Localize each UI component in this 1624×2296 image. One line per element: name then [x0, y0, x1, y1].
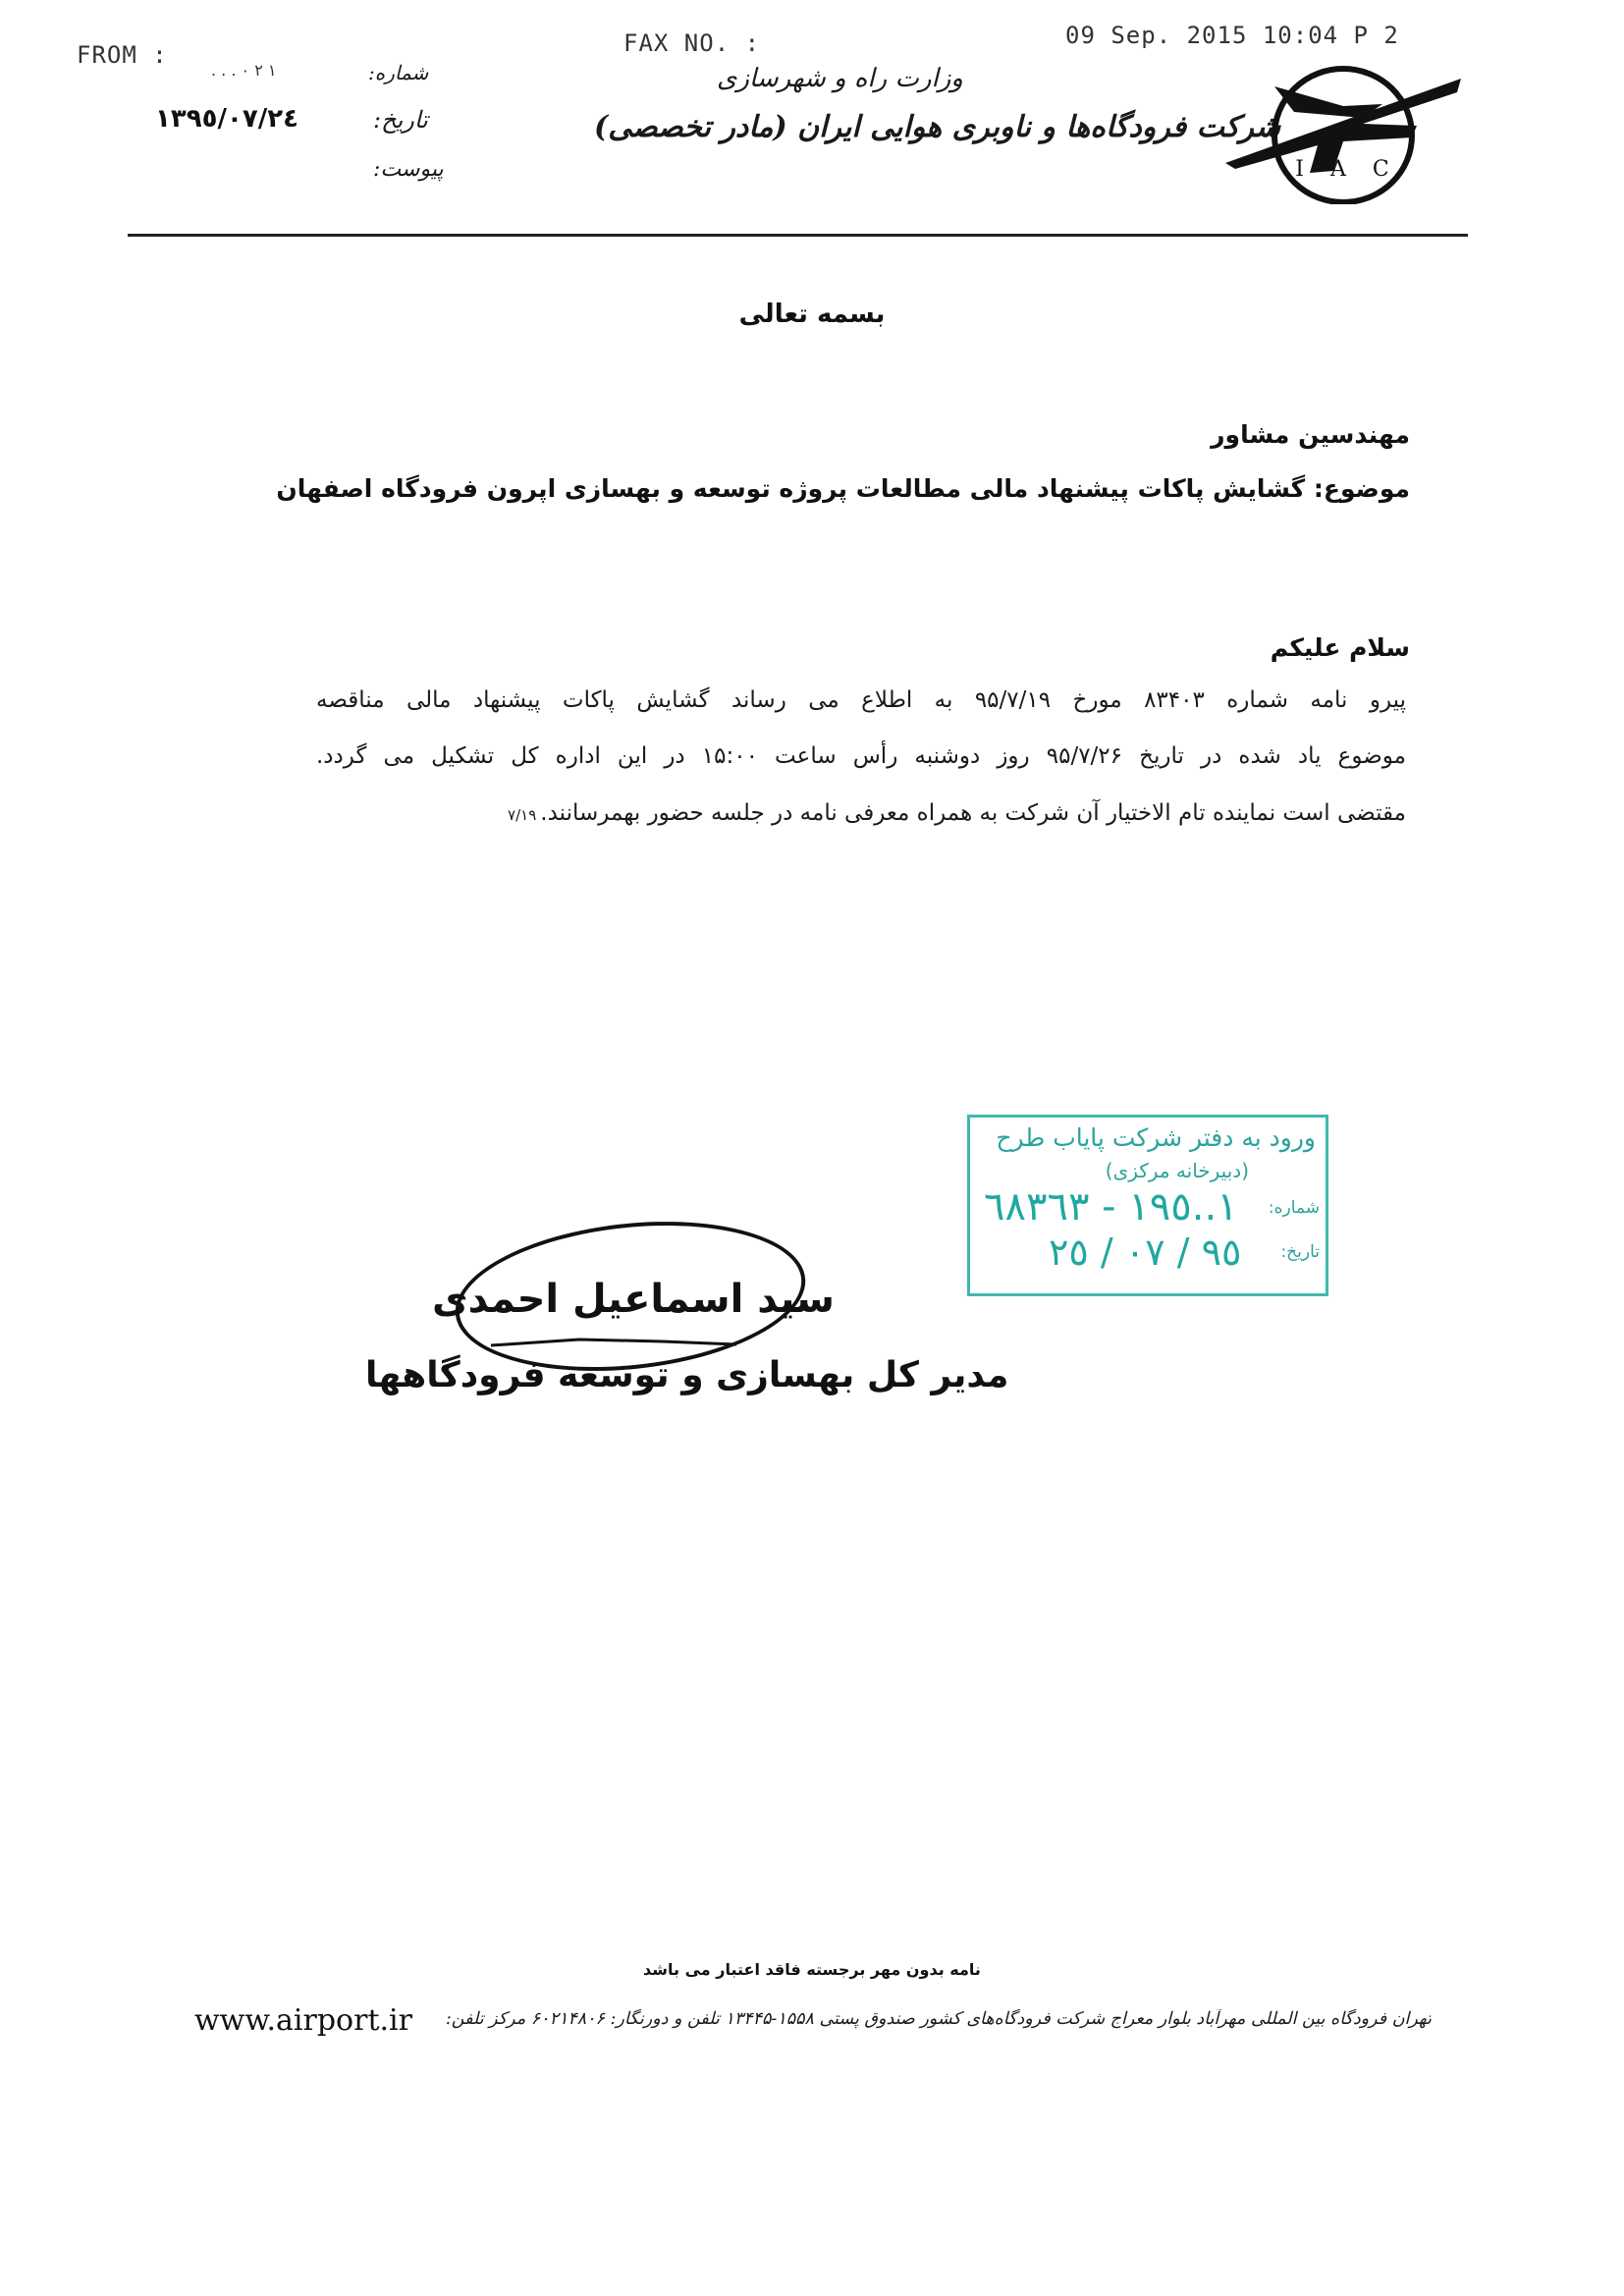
signature-stroke [491, 1336, 736, 1351]
stamp-number-value: ١..١٩٥ - ٦٨٣٦٣ [984, 1184, 1238, 1230]
fax-datetime: 09 Sep. 2015 10:04 P 2 [1065, 22, 1399, 49]
logo-letters: I A C [1295, 157, 1399, 182]
footer-website[interactable]: www.airport.ir [194, 2003, 412, 2038]
date-label: تاریخ: [373, 106, 428, 134]
invocation: بسمه تعالی [738, 300, 886, 329]
ministry-title: وزارت راه و شهرسازی [717, 64, 963, 93]
company-title: شرکت فرودگاه‌ها و ناوبری هوایی ایران (مادر تخصصی) [594, 110, 1281, 144]
subject: موضوع: گشایش پاکات پیشنهاد مالی مطالعات پروژه توسعه و بهسازی اپرون فرودگاه اصفهان [276, 474, 1410, 503]
body-line-3-text: مقتضی است نماینده تام الاختیار آن شرکت به همراه معرفی نامه در جلسه حضور بهمرسانند. [540, 800, 1406, 826]
signature-stroke-icon [491, 1336, 736, 1351]
stamp-line-1: ورود به دفتر شرکت پایاب طرح [996, 1123, 1316, 1152]
date-value: ١٣٩٥/٠٧/٢٤ [155, 104, 298, 134]
received-stamp [967, 1115, 1328, 1296]
body-line-3 [508, 800, 1406, 826]
body-line-2: موضوع یاد شده در تاریخ ۹۵/۷/۲۶ روز دوشنبه رأس ساعت ۱۵:۰۰ در این اداره کل تشکیل می گردد. [316, 743, 1406, 769]
recipient: مهندسین مشاور [1211, 420, 1410, 449]
body-handwritten-mark: ۷/۱۹ [508, 806, 537, 824]
body-line-1: پیرو نامه شماره ۸۳۴۰۳ مورخ ۹۵/۷/۱۹ به اطلاع می رساند گشایش پاکات پیشنهاد مالی مناقصه [316, 687, 1406, 713]
stamp-number-label: شماره: [1268, 1198, 1320, 1218]
footer-address: تهران فرودگاه بین المللی مهرآباد بلوار معراج شرکت فرودگاه‌های کشور صندوق پستی ۱۵۵۸-۱۳۴۴۵ تلفن و دورنگار: ۶۰۲۱۴۸۰۶ مرکز تلفن: [445, 2009, 1432, 2029]
footer-notice: نامه بدون مهر برجسته فاقد اعتبار می باشد [643, 1960, 981, 1979]
header-divider [128, 234, 1468, 237]
number-value: . . . ١ ٢ ٠ [211, 61, 277, 80]
fax-from-label: FROM : [77, 41, 168, 69]
stamp-date-label: تاریخ: [1280, 1242, 1320, 1262]
attachment-label: پیوست: [373, 157, 444, 182]
stamp-date-value: ٩٥ / ٠٧ / ٢٥ [1049, 1230, 1242, 1274]
signatory-title: مدیر کل بهسازی و توسعه فرودگاهها [365, 1355, 1009, 1395]
signatory-name: سید اسماعیل احمدی [432, 1277, 835, 1322]
fax-number-label: FAX NO. : [623, 29, 761, 57]
greeting: سلام علیکم [1270, 633, 1410, 662]
stamp-line-2: (دبیرخانه مرکزی) [1105, 1159, 1249, 1182]
number-label: شماره: [368, 61, 429, 84]
